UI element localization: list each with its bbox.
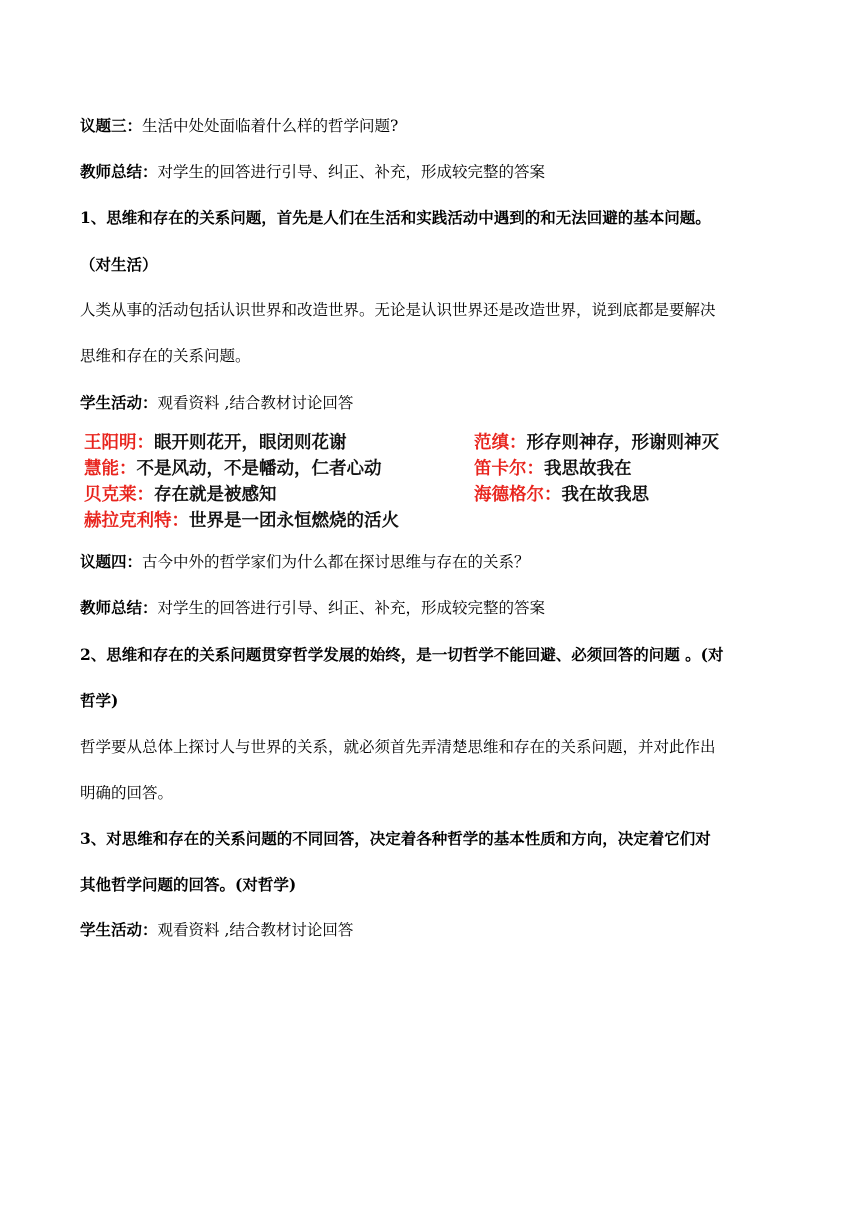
quote-text: 形存则神存，形谢则神灭 <box>526 433 719 453</box>
point1-line1: 1、思维和存在的关系问题，首先是人们在生活和实践活动中遇到的和无法回避的基本问题。 <box>80 208 711 227</box>
quote-name: 赫拉克利特： <box>84 511 189 531</box>
teacher-summary-2-text: 对学生的回答进行引导、纠正、补充，形成较完整的答案 <box>157 599 546 617</box>
teacher-summary-2 <box>80 598 800 618</box>
quote-wang-yangming <box>84 430 347 456</box>
quote-fan-zhen <box>474 430 719 456</box>
quote-heraclitus <box>84 508 399 534</box>
point2-line2: 哲学) <box>80 691 119 710</box>
para1-line1: 人类从事的活动包括认识世界和改造世界。无论是认识世界还是改造世界，说到底都是要解决 <box>80 301 716 319</box>
quote-name: 海德格尔： <box>474 485 562 505</box>
topic4-text: 古今中外的哲学家们为什么都在探讨思维与存在的关系？ <box>142 553 530 571</box>
philosopher-quotes <box>84 430 784 530</box>
teacher-summary-2-label: 教师总结： <box>80 598 158 617</box>
quote-berkeley <box>84 482 277 508</box>
para2-line1: 哲学要从总体上探讨人与世界的关系，就必须首先弄清楚思维和存在的关系问题，并对此作出 <box>80 738 716 756</box>
quote-name: 范缜： <box>474 433 527 453</box>
topic3-label: 议题三： <box>80 116 143 135</box>
teacher-summary-1 <box>80 162 800 182</box>
quote-name: 笛卡尔： <box>474 459 544 479</box>
quote-hui-neng <box>84 456 382 482</box>
quote-text: 眼开则花开，眼闭则花谢 <box>154 433 347 453</box>
quote-text: 我思故我在 <box>544 459 632 479</box>
student-activity-2-label: 学生活动： <box>80 920 158 939</box>
student-activity-1-label: 学生活动： <box>80 393 158 412</box>
teacher-summary-1-label: 教师总结： <box>80 162 158 181</box>
quote-name: 王阳明： <box>84 433 154 453</box>
quote-text: 世界是一团永恒燃烧的活火 <box>189 511 399 531</box>
student-activity-1 <box>80 393 800 413</box>
para2-line2: 明确的回答。 <box>80 784 174 802</box>
point3-line2: 其他哲学问题的回答。(对哲学) <box>80 875 297 894</box>
teacher-summary-1-text: 对学生的回答进行引导、纠正、补充，形成较完整的答案 <box>157 163 546 181</box>
quote-name: 贝克莱： <box>84 485 154 505</box>
topic3-text: 生活中处处面临着什么样的哲学问题? <box>142 117 399 135</box>
point1-line2: （对生活） <box>80 255 158 274</box>
topic3-line <box>80 116 800 136</box>
topic4-line <box>80 552 800 572</box>
quote-text: 不是风动，不是幡动，仁者心动 <box>136 459 382 479</box>
student-activity-2 <box>80 920 800 940</box>
quote-heidegger <box>474 482 649 508</box>
quote-name: 慧能： <box>84 459 137 479</box>
quote-text: 我在故我思 <box>561 485 649 505</box>
quote-text: 存在就是被感知 <box>154 485 277 505</box>
point3-line1: 3、对思维和存在的关系问题的不同回答，决定着各种哲学的基本性质和方向，决定着它们对 <box>80 829 711 848</box>
student-activity-2-text: 观看资料 ,结合教材讨论回答 <box>157 921 354 939</box>
para1-line2: 思维和存在的关系问题。 <box>80 347 251 365</box>
topic4-label: 议题四： <box>80 552 143 571</box>
student-activity-1-text: 观看资料 ,结合教材讨论回答 <box>157 394 354 412</box>
point2-line1: 2、思维和存在的关系问题贯穿哲学发展的始终，是一切哲学不能回避、必须回答的问题 。(对 <box>80 645 724 664</box>
quote-descartes <box>474 456 632 482</box>
